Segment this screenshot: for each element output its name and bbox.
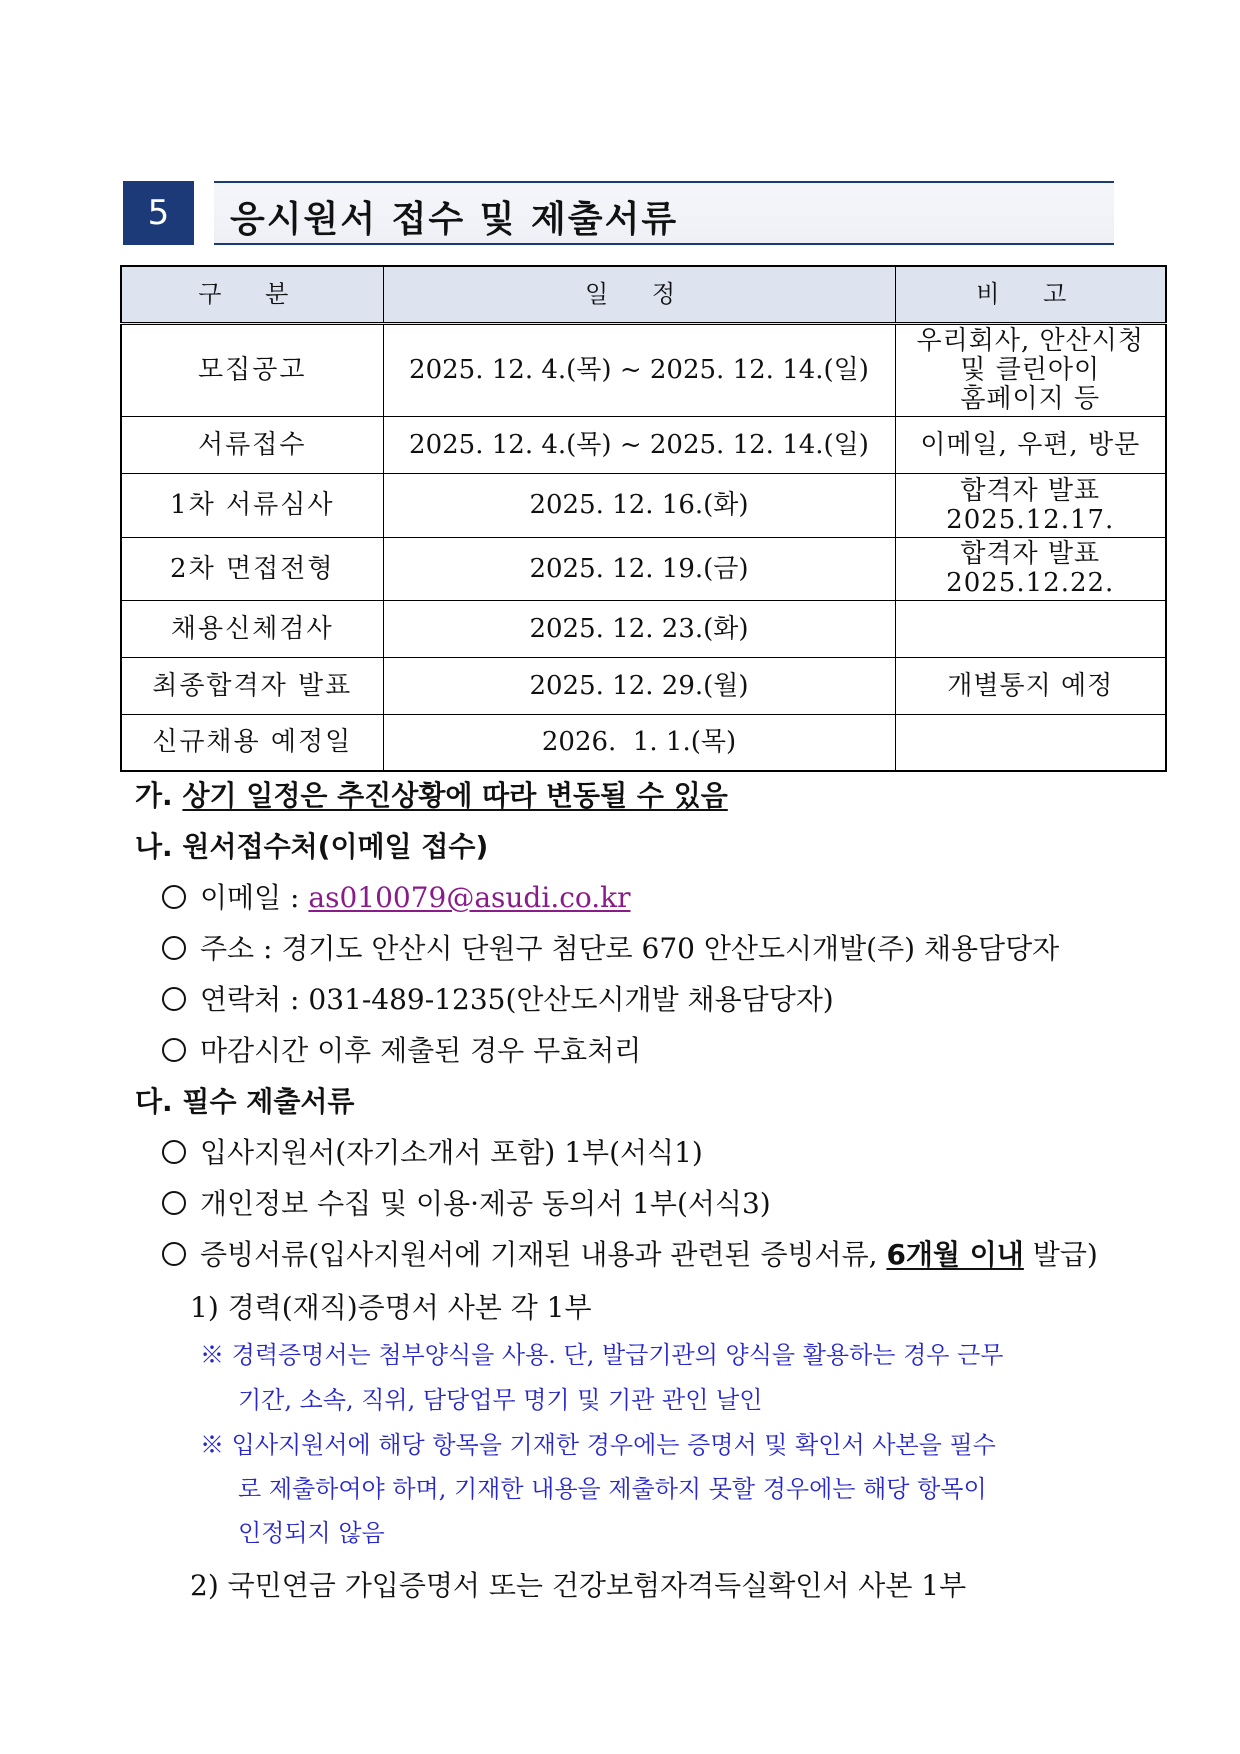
table-row (121, 715, 1166, 771)
email-link[interactable]: as010079@asudi.co.kr (308, 881, 631, 914)
required-docs-heading: 다. 필수 제출서류 (135, 1085, 355, 1118)
bullet-contact (162, 982, 834, 1018)
contact-text: 연락처 : 031-489-1235(안산도시개발 채용담당자) (200, 983, 834, 1016)
doc-proof-text: 증빙서류(입사지원서에 기재된 내용과 관련된 증빙서류, (200, 1238, 887, 1271)
row-note: 개별통지 예정 (895, 658, 1166, 715)
note-career-line1: ※ 경력증명서는 첨부양식을 사용. 단, 발급기관의 양식을 활용하는 경우 근무 (200, 1341, 1004, 1369)
row-note (895, 324, 1166, 417)
row-item: 2차 면접전형 (121, 538, 383, 601)
row-item: 최종합격자 발표 (121, 658, 383, 715)
circle-bullet-icon (162, 1191, 186, 1215)
circle-bullet-icon (162, 1242, 186, 1266)
item-career-certificate: 1) 경력(재직)증명서 사본 각 1부 (190, 1291, 592, 1324)
note-line: 2025.12.17. (946, 504, 1115, 535)
note-line: 우리회사, 안산시청 (916, 326, 1144, 356)
circle-bullet-icon (162, 1038, 186, 1062)
section-title-box (214, 181, 1114, 245)
doc-proof-emphasis: 6개월 이내 (886, 1238, 1024, 1271)
application-office-heading: 나. 원서접수처(이메일 접수) (135, 830, 489, 863)
table-header-row (121, 266, 1166, 324)
address-text: 주소 : 경기도 안산시 단원구 첨단로 670 안산도시개발(주) 채용담당자 (200, 932, 1060, 965)
note-line: 2025.12.22. (946, 568, 1115, 598)
row-date: 2025. 12. 29.(월) (383, 658, 895, 715)
row-date: 2025. 12. 23.(화) (383, 601, 895, 658)
bullet-deadline (162, 1033, 641, 1069)
table-row (121, 658, 1166, 715)
row-item: 모집공고 (121, 324, 383, 417)
doc-proof-suffix: 발급) (1023, 1238, 1098, 1271)
note-application-line2: 로 제출하여야 하며, 기재한 내용을 제출하지 못할 경우에는 해당 항목이 (238, 1475, 987, 1503)
table-row (121, 324, 1166, 417)
row-date: 2025. 12. 4.(목) ~ 2025. 12. 14.(일) (383, 417, 895, 474)
circle-bullet-icon (162, 885, 186, 909)
bullet-doc-application (162, 1135, 703, 1171)
note-line: 홈페이지 등 (960, 384, 1101, 414)
header-category: 구 분 (121, 266, 383, 324)
doc-consent-text: 개인정보 수집 및 이용·제공 동의서 1부(서식3) (200, 1187, 771, 1220)
row-date: 2025. 12. 19.(금) (383, 538, 895, 601)
table-row (121, 601, 1166, 658)
header-schedule: 일 정 (383, 266, 895, 324)
row-item: 1차 서류심사 (121, 474, 383, 538)
bullet-doc-proof (162, 1237, 1098, 1273)
section-title: 응시원서 접수 및 제출서류 (230, 199, 679, 240)
schedule-table (120, 265, 1167, 772)
row-date: 2025. 12. 16.(화) (383, 474, 895, 538)
note-career-line2: 기간, 소속, 직위, 담당업무 명기 및 기관 관인 날인 (238, 1386, 763, 1414)
row-item: 서류접수 (121, 417, 383, 474)
row-date: 2025. 12. 4.(목) ~ 2025. 12. 14.(일) (383, 324, 895, 417)
section-number: 5 (123, 181, 194, 245)
circle-bullet-icon (162, 936, 186, 960)
note-application-line3: 인정되지 않음 (238, 1519, 385, 1547)
table-row (121, 538, 1166, 601)
section-header (123, 181, 1114, 245)
circle-bullet-icon (162, 1140, 186, 1164)
row-note (895, 538, 1166, 601)
row-item: 신규채용 예정일 (121, 715, 383, 771)
bullet-email (162, 880, 631, 916)
circle-bullet-icon (162, 987, 186, 1011)
row-note (895, 715, 1166, 771)
bullet-doc-consent (162, 1186, 771, 1222)
notice-marker: 가. (135, 779, 173, 812)
row-item: 채용신체검사 (121, 601, 383, 658)
notice-text: 상기 일정은 추진상황에 따라 변동될 수 있음 (182, 779, 728, 812)
bullet-address (162, 931, 1059, 967)
doc-application-text: 입사지원서(자기소개서 포함) 1부(서식1) (200, 1136, 703, 1169)
table-row (121, 474, 1166, 538)
note-line: 및 클린아이 (960, 355, 1101, 385)
email-label: 이메일 : (200, 881, 309, 914)
note-line: 합격자 발표 (960, 539, 1101, 569)
row-note (895, 601, 1166, 658)
row-date: 2026. 1. 1.(목) (383, 715, 895, 771)
table-row (121, 417, 1166, 474)
deadline-text: 마감시간 이후 제출된 경우 무효처리 (200, 1034, 642, 1067)
notice-schedule-change (135, 778, 728, 814)
note-line: 합격자 발표 (960, 475, 1101, 506)
row-note: 이메일, 우편, 방문 (895, 417, 1166, 474)
item-pension-certificate: 2) 국민연금 가입증명서 또는 건강보험자격득실확인서 사본 1부 (190, 1569, 967, 1602)
row-note (895, 474, 1166, 538)
header-remarks: 비 고 (895, 266, 1166, 324)
note-application-line1: ※ 입사지원서에 해당 항목을 기재한 경우에는 증명서 및 확인서 사본을 필수 (200, 1431, 996, 1459)
